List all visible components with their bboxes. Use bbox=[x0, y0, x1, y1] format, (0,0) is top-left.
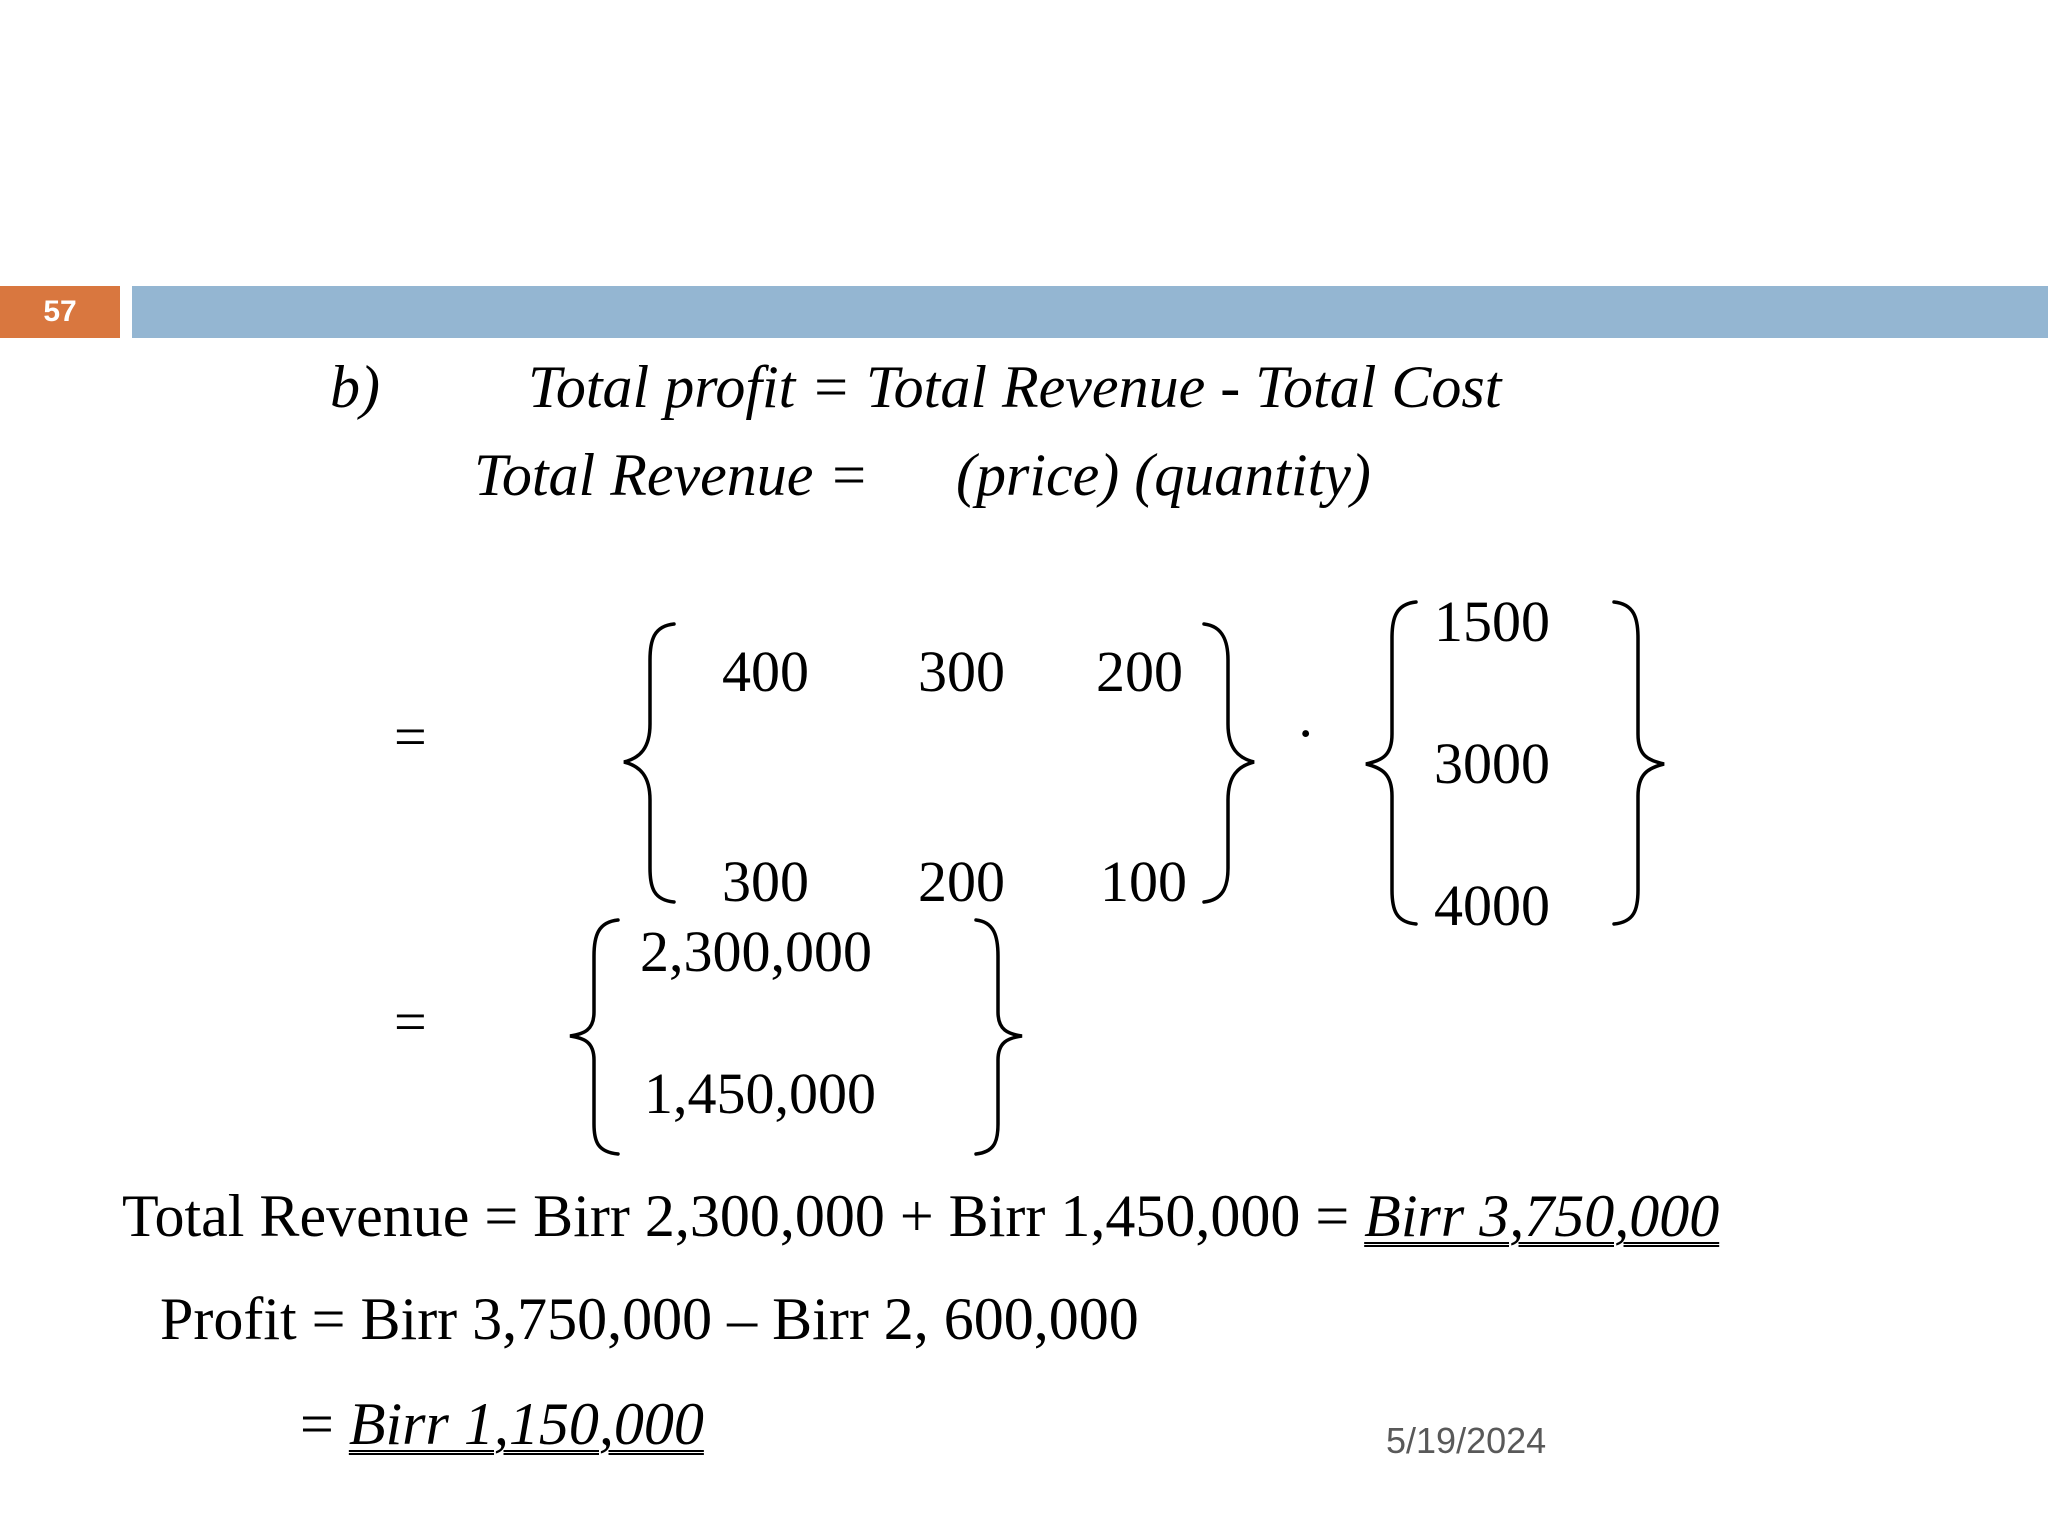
vector-cell: 4000 bbox=[1434, 873, 1550, 938]
equals-sign-1: = bbox=[394, 704, 427, 769]
equals-sign-2: = bbox=[394, 989, 427, 1054]
revenue-label: Total Revenue = bbox=[474, 442, 869, 508]
part-label: b) bbox=[330, 354, 380, 420]
profit-formula: Total profit = Total Revenue - Total Cost bbox=[528, 354, 1502, 420]
total-revenue-result: Birr 3,750,000 bbox=[1364, 1183, 1720, 1249]
left-brace bbox=[1366, 602, 1416, 924]
result-cell: 1,450,000 bbox=[644, 1061, 876, 1126]
right-brace bbox=[1204, 624, 1254, 902]
matrix-cell: 300 bbox=[918, 639, 1005, 704]
matrix-cell: 100 bbox=[1100, 849, 1187, 914]
matrix-cell: 400 bbox=[722, 639, 809, 704]
right-brace bbox=[1614, 602, 1664, 924]
total-revenue-equation: Total Revenue = Birr 2,300,000 + Birr 1,450,000 = bbox=[122, 1183, 1350, 1249]
slide-date: 5/19/2024 bbox=[1386, 1420, 1547, 1461]
matrix-cell: 200 bbox=[918, 849, 1005, 914]
matrix-cell: 300 bbox=[722, 849, 809, 914]
total-revenue-line bbox=[122, 1182, 1719, 1251]
multiply-dot: · bbox=[1296, 701, 1316, 766]
profit-line: Profit = Birr 3,750,000 – Birr 2, 600,000 bbox=[160, 1286, 1139, 1352]
profit-result: Birr 1,150,000 bbox=[348, 1391, 704, 1457]
right-brace bbox=[976, 920, 1022, 1154]
profit-result-prefix: = bbox=[300, 1391, 334, 1457]
slide-number: 57 bbox=[43, 295, 77, 328]
left-brace bbox=[624, 624, 674, 902]
result-cell: 2,300,000 bbox=[640, 919, 872, 984]
matrix-cell: 200 bbox=[1096, 639, 1183, 704]
left-brace bbox=[570, 920, 618, 1154]
vector-cell: 3000 bbox=[1434, 731, 1550, 796]
profit-result-line bbox=[300, 1390, 704, 1459]
revenue-factors: (price) (quantity) bbox=[956, 442, 1371, 508]
vector-cell: 1500 bbox=[1434, 589, 1550, 654]
